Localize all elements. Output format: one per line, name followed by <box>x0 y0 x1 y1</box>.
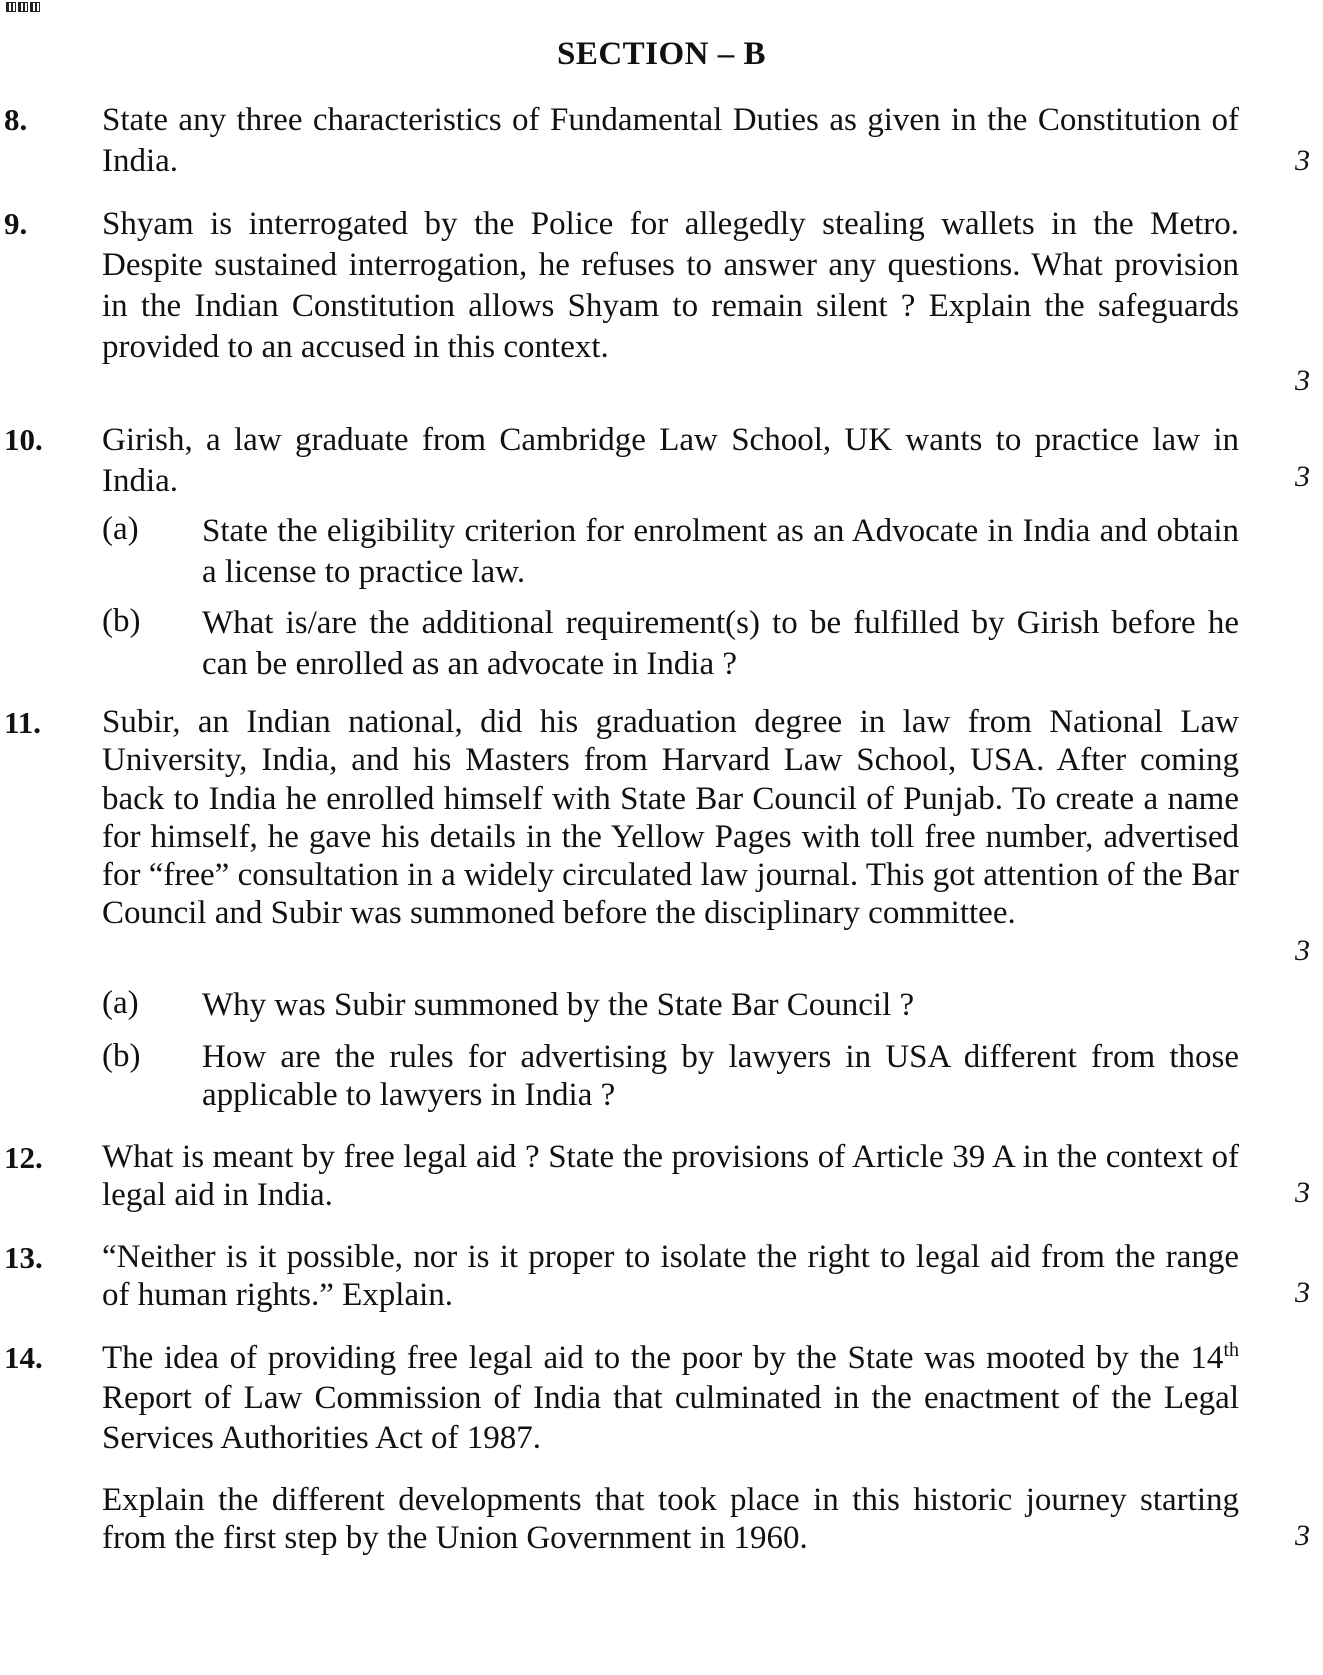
marks: 3 <box>1295 1519 1310 1552</box>
marks: 3 <box>1295 460 1310 493</box>
question-number: 9. <box>4 206 28 241</box>
marks: 3 <box>1295 934 1310 967</box>
question-text: Subir, an Indian national, did his graduation degree in law from National Law University, India, and his Masters from Harvard Law School, USA. After coming back to India he enrolled himself with State Bar Council of Punjab. To create a name for himself, he gave his details in the Yellow Pages with toll free number, advertised for “free” consultation in a widely circulated law journal. This got attention of the Bar Council and Subir was summoned before the disciplinary committee. <box>102 704 1239 932</box>
question-number: 12. <box>4 1140 43 1175</box>
marks: 3 <box>1295 1176 1310 1209</box>
question-paragraph-2: Explain the different developments that took place in this historic journey starting from the first step by the Union Government in 1960. <box>102 1482 1239 1556</box>
question-text-part: Report of Law Commission of India that culminated in the enactment of the Legal Services Authorities Act of 1987. <box>102 1380 1239 1456</box>
section-title: SECTION – B <box>556 36 767 72</box>
question-text: “Neither is it possible, nor is it proper to isolate the right to legal aid from the range of human rights.” Explain. <box>102 1239 1239 1313</box>
question-text: State any three characteristics of Fundamental Duties as given in the Constitution of India. <box>102 102 1239 179</box>
marks: 3 <box>1295 1276 1310 1309</box>
question-text: Shyam is interrogated by the Police for allegedly stealing wallets in the Metro. Despite sustained interrogation, he refuses to answer any questions. What provision in the Indian Constitution allows Shyam to remain silent ? Explain the safeguards provided to an accused in this context. <box>102 206 1239 365</box>
ordinal-suffix: th <box>1223 1339 1239 1361</box>
subquestion-label: (b) <box>102 603 141 639</box>
subquestion-text: What is/are the additional requirement(s) to be fulfilled by Girish before he can be enrolled as an advocate in India ? <box>202 605 1239 682</box>
subquestion-label: (a) <box>102 511 139 547</box>
question-text: Girish, a law graduate from Cambridge Law School, UK wants to practice law in India. <box>102 422 1239 499</box>
marks: 3 <box>1295 144 1310 177</box>
subquestion-text: State the eligibility criterion for enrolment as an Advocate in India and obtain a license to practice law. <box>202 513 1239 590</box>
question-number: 11. <box>4 705 42 740</box>
question-number: 13. <box>4 1240 43 1275</box>
question-number: 14. <box>4 1340 43 1375</box>
question-number: 8. <box>4 102 28 137</box>
qr-code-icon <box>6 2 40 14</box>
marks: 3 <box>1295 364 1310 397</box>
subquestion-label: (b) <box>102 1038 141 1074</box>
subquestion-text: How are the rules for advertising by lawyers in USA different from those applicable to lawyers in India ? <box>202 1039 1239 1113</box>
subquestion-label: (a) <box>102 985 139 1021</box>
subquestion-text: Why was Subir summoned by the State Bar Council ? <box>202 987 915 1023</box>
question-text <box>102 1338 1239 1458</box>
question-text-part: The idea of providing free legal aid to the poor by the State was mooted by the 14 <box>102 1340 1224 1376</box>
question-number: 10. <box>4 422 43 457</box>
question-text: What is meant by free legal aid ? State the provisions of Article 39 A in the context of legal aid in India. <box>102 1139 1239 1213</box>
